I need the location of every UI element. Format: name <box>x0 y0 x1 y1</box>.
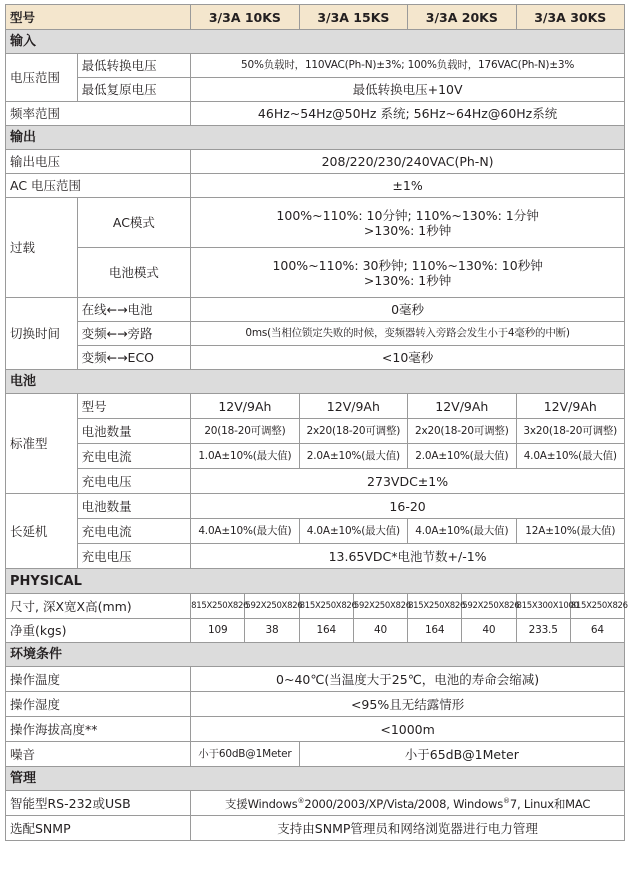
dims-label: 尺寸, 深X宽X高(mm) <box>6 594 191 619</box>
op-temp-value: 0~40℃(当温度大于25℃，电池的寿命会缩减) <box>191 667 625 692</box>
charge-current-cell: 4.0A±10%(最大值) <box>516 444 624 469</box>
freq-range-value: 46Hz~54Hz@50Hz 系统; 56Hz~64Hz@60Hz系统 <box>191 102 625 126</box>
battery-model-cell: 12V/9Ah <box>408 394 516 419</box>
battery-count-cell: 2x20(18-20可调整) <box>299 419 407 444</box>
dims-cell: 815X300X1000 <box>516 594 570 619</box>
battery-mode-line1: 100%~110%: 30秒钟; 110%~130%: 10秒钟 <box>272 257 543 273</box>
min-switch-label: 最低转换电压 <box>77 54 191 78</box>
battery-mode-line2: >130%: 1秒钟 <box>363 272 452 288</box>
inverter-bypass-value: 0ms(当相位锁定失败的时候，变频器转入旁路会发生小于4毫秒的中断) <box>191 322 625 346</box>
battery-count-label: 电池数量 <box>77 419 191 444</box>
section-battery: 电池 <box>6 370 625 394</box>
weight-cell: 233.5 <box>516 619 570 643</box>
out-voltage-value: 208/220/230/240VAC(Ph-N) <box>191 150 625 174</box>
registered-mark: ® <box>297 797 305 806</box>
ac-range-value: ±1% <box>191 174 625 198</box>
section-physical: PHYSICAL <box>6 569 625 594</box>
dims-cell: 815X250X826 <box>299 594 353 619</box>
charge-voltage-label: 充电电压 <box>77 469 191 494</box>
weight-cell: 64 <box>570 619 624 643</box>
noise-label: 噪音 <box>6 742 191 767</box>
long-charge-current-label: 充电电流 <box>77 519 191 544</box>
voltage-range-label: 电压范围 <box>6 54 78 102</box>
charge-voltage-value: 273VDC±1% <box>191 469 625 494</box>
battery-count-cell: 20(18-20可调整) <box>191 419 299 444</box>
long-charge-voltage-label: 充电电压 <box>77 544 191 569</box>
charge-current-cell: 2.0A±10%(最大值) <box>299 444 407 469</box>
section-output: 输出 <box>6 126 625 150</box>
battery-mode-label: 电池模式 <box>77 248 191 298</box>
min-recover-value: 最低转换电压+10V <box>191 78 625 102</box>
overload-label: 过载 <box>6 198 78 298</box>
long-count-label: 电池数量 <box>77 494 191 519</box>
weight-cell: 109 <box>191 619 245 643</box>
noise-value-10ks: 小于60dB@1Meter <box>191 742 299 767</box>
rs232-value-a: 支援Windows <box>224 796 298 811</box>
inverter-eco-value: <10毫秒 <box>191 346 625 370</box>
long-label: 长延机 <box>6 494 78 569</box>
ac-mode-label: AC模式 <box>77 198 191 248</box>
min-switch-value: 50%负载时，110VAC(Ph-N)±3%; 100%负载时，176VAC(Ph-N)±3% <box>191 54 625 78</box>
model-15ks: 3/3A 15KS <box>299 5 407 30</box>
battery-count-cell: 2x20(18-20可调整) <box>408 419 516 444</box>
battery-model-cell: 12V/9Ah <box>516 394 624 419</box>
dims-cell: 592X250X826 <box>462 594 516 619</box>
model-30ks: 3/3A 30KS <box>516 5 624 30</box>
inverter-eco-label: 变频←→ECO <box>77 346 191 370</box>
freq-range-label: 频率范围 <box>6 102 191 126</box>
battery-model-label: 型号 <box>77 394 191 419</box>
inverter-bypass-label: 变频←→旁路 <box>77 322 191 346</box>
op-altitude-label: 操作海拔高度** <box>6 717 191 742</box>
op-humidity-label: 操作湿度 <box>6 692 191 717</box>
long-charge-voltage-value: 13.65VDC*电池节数+/-1% <box>191 544 625 569</box>
model-20ks: 3/3A 20KS <box>408 5 516 30</box>
rs232-value <box>191 791 625 816</box>
ac-mode-value <box>191 198 625 248</box>
charge-current-label: 充电电流 <box>77 444 191 469</box>
charge-current-cell: 2.0A±10%(最大值) <box>408 444 516 469</box>
long-charge-current-cell: 12A±10%(最大值) <box>516 519 624 544</box>
dims-cell: 815X250X826 <box>191 594 245 619</box>
out-voltage-label: 输出电压 <box>6 150 191 174</box>
battery-model-cell: 12V/9Ah <box>299 394 407 419</box>
weight-label: 净重(kgs) <box>6 619 191 643</box>
model-label: 型号 <box>6 5 191 30</box>
rs232-value-c: 7, Linux和MAC <box>509 796 591 811</box>
section-input: 输入 <box>6 30 625 54</box>
battery-model-cell: 12V/9Ah <box>191 394 299 419</box>
model-header-row <box>6 5 625 30</box>
dims-cell: 592X250X826 <box>353 594 407 619</box>
online-battery-value: 0毫秒 <box>191 298 625 322</box>
online-battery-label: 在线←→电池 <box>77 298 191 322</box>
switch-time-label: 切换时间 <box>6 298 78 370</box>
ac-mode-line1: 100%~110%: 10分钟; 110%~130%: 1分钟 <box>276 207 539 223</box>
model-10ks: 3/3A 10KS <box>191 5 299 30</box>
noise-value-other: 小于65dB@1Meter <box>299 742 624 767</box>
weight-cell: 164 <box>299 619 353 643</box>
dims-cell: 815X250X826 <box>408 594 462 619</box>
weight-cell: 164 <box>408 619 462 643</box>
long-charge-current-cell: 4.0A±10%(最大值) <box>299 519 407 544</box>
op-altitude-value: <1000m <box>191 717 625 742</box>
spec-table <box>5 4 628 841</box>
min-recover-label: 最低复原电压 <box>77 78 191 102</box>
snmp-label: 选配SNMP <box>6 816 191 841</box>
section-environment: 环境条件 <box>6 643 625 667</box>
battery-mode-value <box>191 248 625 298</box>
dims-cell: 815X250X826 <box>570 594 624 619</box>
charge-current-cell: 1.0A±10%(最大值) <box>191 444 299 469</box>
long-charge-current-cell: 4.0A±10%(最大值) <box>408 519 516 544</box>
weight-cell: 38 <box>245 619 299 643</box>
weight-cell: 40 <box>462 619 516 643</box>
op-temp-label: 操作温度 <box>6 667 191 692</box>
section-management: 管理 <box>6 767 625 791</box>
weight-cell: 40 <box>353 619 407 643</box>
ac-mode-line2: >130%: 1秒钟 <box>363 222 452 238</box>
long-charge-current-cell: 4.0A±10%(最大值) <box>191 519 299 544</box>
op-humidity-value: <95%且无结露情形 <box>191 692 625 717</box>
dims-cell: 592X250X826 <box>245 594 299 619</box>
registered-mark: ® <box>503 797 510 806</box>
battery-count-cell: 3x20(18-20可调整) <box>516 419 624 444</box>
rs232-label: 智能型RS-232或USB <box>6 791 191 816</box>
rs232-value-b: 2000/2003/XP/Vista/2008, Windows <box>304 796 504 811</box>
long-count-value: 16-20 <box>191 494 625 519</box>
ac-range-label: AC 电压范围 <box>6 174 191 198</box>
standard-label: 标准型 <box>6 394 78 494</box>
snmp-value: 支持由SNMP管理员和网络浏览器进行电力管理 <box>191 816 625 841</box>
